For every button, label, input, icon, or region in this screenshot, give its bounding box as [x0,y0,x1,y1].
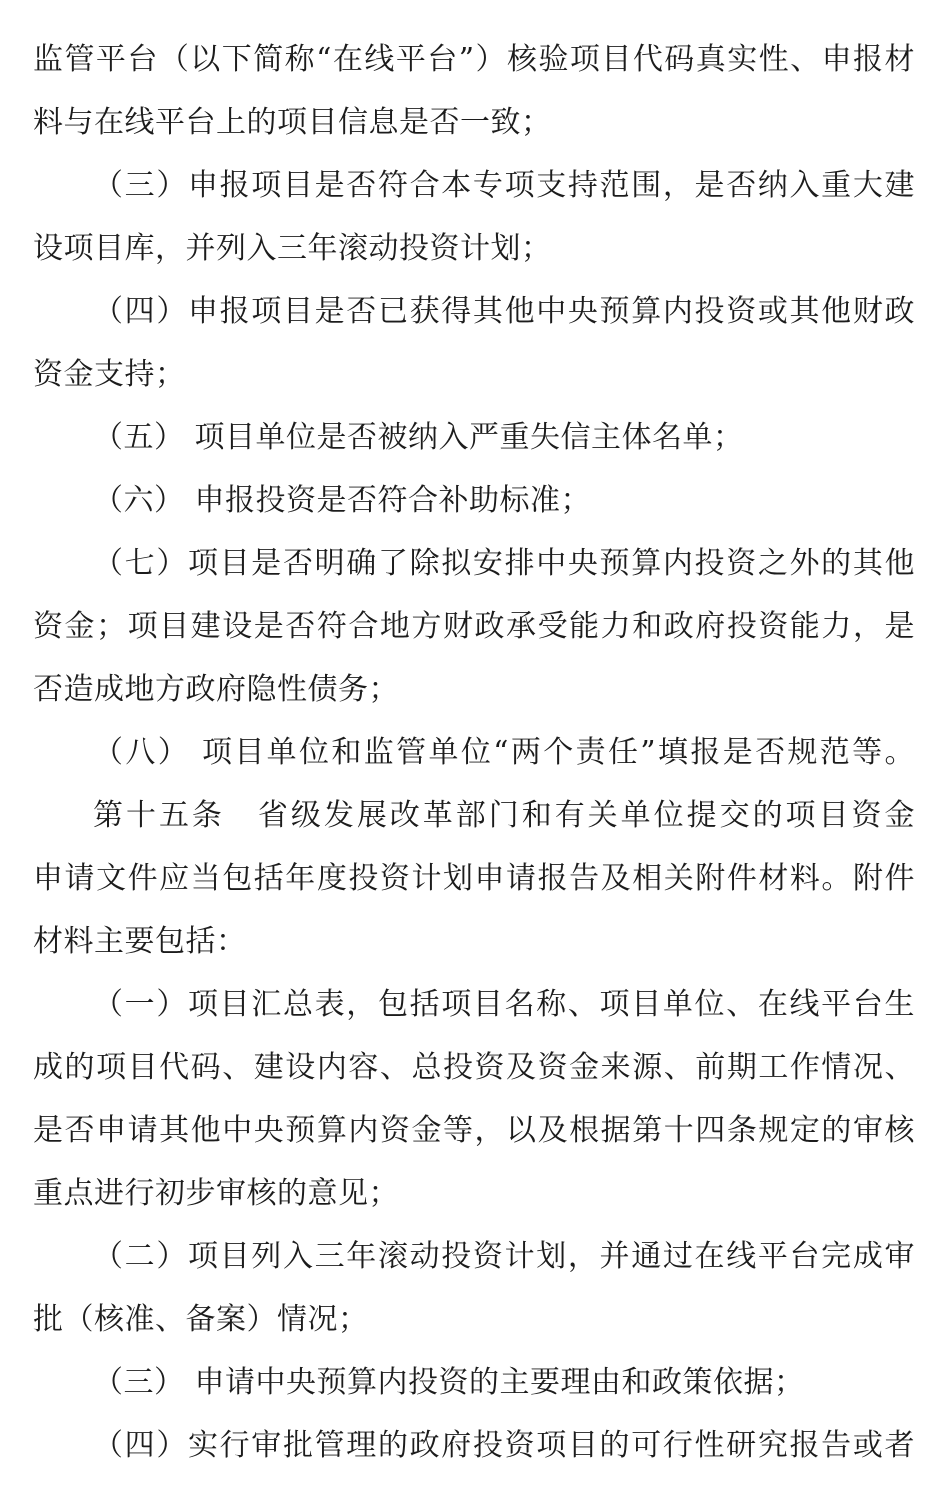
text-line: 材料主要包括： [33,924,247,959]
text-line: （六） 申报投资是否符合补助标准； [93,483,592,518]
text-line: （一）项目汇总表，包括项目名称、项目单位、在线平台生 [93,987,915,1022]
text-line: （七）项目是否明确了除拟安排中央预算内投资之外的其他 [93,546,915,581]
text-line: （四）申报项目是否已获得其他中央预算内投资或其他财政 [93,294,915,329]
text-line: （五） 项目单位是否被纳入严重失信主体名单； [93,420,744,455]
text-line: （八） 项目单位和监管单位“两个责任”填报是否规范等。 [93,735,915,770]
text-line: 设项目库，并列入三年滚动投资计划； [33,231,552,266]
text-line: 第十五条 省级发展改革部门和有关单位提交的项目资金 [93,798,915,833]
text-line: 重点进行初步审核的意见； [33,1176,399,1211]
text-line: 否造成地方政府隐性债务； [33,672,399,707]
text-line: 批（核准、备案）情况； [33,1302,369,1337]
text-line: （三）申报项目是否符合本专项支持范围，是否纳入重大建 [93,168,915,203]
text-line: （四）实行审批管理的政府投资项目的可行性研究报告或者 [93,1428,915,1463]
text-line: 资金；项目建设是否符合地方财政承受能力和政府投资能力，是 [33,609,915,644]
text-line: 成的项目代码、建设内容、总投资及资金来源、前期工作情况、 [33,1050,915,1085]
text-line: （三） 申请中央预算内投资的主要理由和政策依据； [93,1365,805,1400]
text-line: 资金支持； [33,357,186,392]
text-line: 料与在线平台上的项目信息是否一致； [33,105,552,140]
text-line: （二）项目列入三年滚动投资计划，并通过在线平台完成审 [93,1239,915,1274]
text-line: 申请文件应当包括年度投资计划申请报告及相关附件材料。附件 [33,861,915,896]
document-text-body [33,28,915,1477]
text-line: 是否申请其他中央预算内资金等，以及根据第十四条规定的审核 [33,1113,915,1148]
text-line: 监管平台（以下简称“在线平台”）核验项目代码真实性、申报材 [33,42,915,77]
